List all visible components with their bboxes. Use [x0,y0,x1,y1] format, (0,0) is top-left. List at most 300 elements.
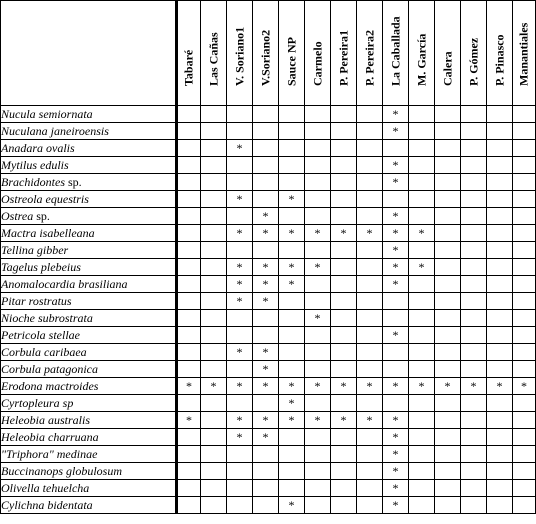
occurrence-cell [331,310,357,327]
occurrence-cell: * [253,361,279,378]
occurrence-cell [357,446,383,463]
occurrence-cell [357,327,383,344]
species-name-text: Tagelus plebeius [1,260,81,274]
species-name [1,497,177,514]
occurrence-cell [357,480,383,497]
species-name [1,259,177,276]
occurrence-cell [487,276,513,293]
species-name [1,361,177,378]
occurrence-cell: * [383,106,409,123]
occurrence-cell [357,140,383,157]
occurrence-cell [201,463,227,480]
occurrence-cell [357,497,383,514]
occurrence-cell [177,140,201,157]
column-header-label: P. Pinasco [492,34,506,86]
occurrence-cell [305,242,331,259]
column-header-label: Calera [440,51,454,86]
species-name [1,293,177,310]
table-body [1,106,536,514]
occurrence-cell [279,463,305,480]
column-header-label: P. Gómez [466,37,480,86]
occurrence-cell [253,157,279,174]
occurrence-cell [177,276,201,293]
occurrence-cell [487,497,513,514]
occurrence-cell [513,446,536,463]
column-header-label: V.Soriano2 [258,29,272,86]
occurrence-cell [513,412,536,429]
occurrence-cell [409,208,435,225]
occurrence-cell [177,361,201,378]
occurrence-cell [435,293,461,310]
species-name [1,412,177,429]
occurrence-cell [331,208,357,225]
occurrence-cell: * [227,293,253,310]
table-row [1,480,536,497]
occurrence-cell [435,463,461,480]
occurrence-cell: * [513,378,536,395]
occurrence-cell [305,140,331,157]
column-header [435,1,461,106]
table-row [1,174,536,191]
column-header-label: Las Cañas [206,32,220,86]
occurrence-cell [461,293,487,310]
occurrence-cell [513,242,536,259]
occurrence-cell [409,106,435,123]
occurrence-cell [435,429,461,446]
occurrence-cell [513,497,536,514]
occurrence-cell [409,140,435,157]
occurrence-cell [279,293,305,310]
occurrence-cell: * [383,276,409,293]
occurrence-cell [227,106,253,123]
occurrence-cell [513,208,536,225]
occurrence-cell: * [279,412,305,429]
table-row [1,446,536,463]
occurrence-cell [383,310,409,327]
occurrence-cell: * [383,446,409,463]
occurrence-cell: * [331,225,357,242]
occurrence-cell [357,463,383,480]
column-header-label: P. Pereira1 [336,30,350,86]
occurrence-cell [279,480,305,497]
occurrence-cell [305,276,331,293]
occurrence-cell [487,361,513,378]
occurrence-cell [201,446,227,463]
species-name [1,310,177,327]
species-name-text: Tellina gibber [1,243,69,257]
occurrence-cell: * [253,276,279,293]
occurrence-cell [383,361,409,378]
occurrence-cell [461,497,487,514]
occurrence-cell [487,225,513,242]
occurrence-cell [177,293,201,310]
occurrence-cell [177,106,201,123]
species-name [1,446,177,463]
occurrence-cell [227,310,253,327]
occurrence-cell [487,480,513,497]
occurrence-cell [279,208,305,225]
occurrence-cell [227,174,253,191]
occurrence-cell [435,242,461,259]
species-name [1,191,177,208]
table-row [1,344,536,361]
table-row [1,293,536,310]
occurrence-cell [227,327,253,344]
occurrence-cell [177,157,201,174]
occurrence-cell [201,310,227,327]
table-row [1,361,536,378]
occurrence-cell [331,480,357,497]
occurrence-cell [461,463,487,480]
occurrence-cell [357,174,383,191]
occurrence-cell [177,208,201,225]
occurrence-cell [201,497,227,514]
occurrence-cell [435,480,461,497]
occurrence-cell [227,208,253,225]
occurrence-cell [409,123,435,140]
occurrence-cell [435,446,461,463]
occurrence-cell [487,242,513,259]
occurrence-cell [409,344,435,361]
occurrence-cell [331,395,357,412]
occurrence-cell [305,106,331,123]
occurrence-cell [435,140,461,157]
occurrence-cell: * [227,378,253,395]
occurrence-cell [177,259,201,276]
occurrence-cell [253,463,279,480]
species-name-text: Anadara ovalis [1,141,75,155]
occurrence-cell [201,480,227,497]
occurrence-cell [227,463,253,480]
species-name-text: Mytilus edulis [1,158,69,172]
occurrence-cell [461,208,487,225]
table-row [1,378,536,395]
occurrence-cell [435,123,461,140]
occurrence-cell [487,157,513,174]
occurrence-cell [461,446,487,463]
occurrence-cell [357,157,383,174]
species-name-text: Nuculana janeiroensis [1,124,109,138]
occurrence-cell [513,191,536,208]
occurrence-cell [409,174,435,191]
header-row [1,1,536,106]
occurrence-cell: * [383,429,409,446]
occurrence-cell [177,310,201,327]
occurrence-cell [279,310,305,327]
occurrence-cell [201,174,227,191]
column-header [305,1,331,106]
occurrence-cell: * [227,225,253,242]
occurrence-cell [305,191,331,208]
occurrence-cell [357,310,383,327]
species-name [1,429,177,446]
occurrence-cell [513,310,536,327]
occurrence-cell [305,429,331,446]
occurrence-cell [331,463,357,480]
occurrence-cell [409,429,435,446]
occurrence-cell [435,327,461,344]
occurrence-cell: * [253,293,279,310]
occurrence-cell [305,157,331,174]
occurrence-cell [279,106,305,123]
occurrence-cell [177,123,201,140]
occurrence-cell [357,191,383,208]
occurrence-cell [435,208,461,225]
occurrence-cell [279,242,305,259]
occurrence-cell [513,106,536,123]
occurrence-cell: * [279,191,305,208]
occurrence-cell: * [383,157,409,174]
occurrence-cell [357,106,383,123]
table-row [1,429,536,446]
occurrence-cell [383,293,409,310]
column-header [201,1,227,106]
occurrence-cell [435,497,461,514]
occurrence-cell [435,157,461,174]
occurrence-cell [305,497,331,514]
species-name-text: Petricola stellae [1,328,80,342]
column-header [487,1,513,106]
occurrence-cell [279,174,305,191]
occurrence-cell [435,106,461,123]
occurrence-cell: * [383,242,409,259]
occurrence-cell [487,310,513,327]
occurrence-cell [331,259,357,276]
occurrence-cell [487,463,513,480]
occurrence-cell [177,344,201,361]
occurrence-cell [435,412,461,429]
occurrence-cell [409,327,435,344]
species-name-text: Cyrtopleura sp [1,396,74,410]
occurrence-cell [383,395,409,412]
occurrence-cell: * [227,276,253,293]
occurrence-cell [201,259,227,276]
occurrence-cell [513,429,536,446]
occurrence-cell: * [409,378,435,395]
occurrence-cell: * [409,225,435,242]
species-name [1,395,177,412]
occurrence-cell: * [279,259,305,276]
occurrence-cell: * [227,412,253,429]
occurrence-cell [435,174,461,191]
species-name-text: Olivella tehuelcha [1,481,90,495]
species-name-text: Ostrea [1,209,34,223]
occurrence-cell [435,361,461,378]
occurrence-cell [461,106,487,123]
species-name-text: Heleobia charruana [1,430,99,444]
occurrence-cell [201,106,227,123]
table-row [1,106,536,123]
species-name-text: Pitar rostratus [1,294,72,308]
occurrence-cell [331,242,357,259]
occurrence-cell: * [383,174,409,191]
occurrence-cell [305,327,331,344]
occurrence-cell [461,361,487,378]
occurrence-cell [435,191,461,208]
occurrence-cell [177,225,201,242]
occurrence-cell [409,446,435,463]
occurrence-cell [279,446,305,463]
occurrence-cell [201,191,227,208]
occurrence-cell [177,242,201,259]
species-name [1,106,177,123]
occurrence-cell: * [177,378,201,395]
occurrence-cell [409,412,435,429]
occurrence-cell [253,191,279,208]
species-name-suffix: sp. [33,209,50,223]
occurrence-cell [305,446,331,463]
occurrence-cell [279,429,305,446]
occurrence-cell [201,344,227,361]
occurrence-cell [331,191,357,208]
occurrence-cell: * [383,412,409,429]
occurrence-cell [331,174,357,191]
table-row [1,208,536,225]
occurrence-cell [201,412,227,429]
occurrence-cell: * [227,140,253,157]
occurrence-cell [331,429,357,446]
occurrence-cell [201,276,227,293]
occurrence-cell [435,395,461,412]
occurrence-cell [331,446,357,463]
column-header-label: La Caballada [388,16,402,86]
occurrence-cell: * [253,225,279,242]
occurrence-cell [461,191,487,208]
occurrence-cell [461,327,487,344]
occurrence-cell: * [305,225,331,242]
table-row [1,191,536,208]
occurrence-cell [487,395,513,412]
table-row [1,497,536,514]
occurrence-cell [177,327,201,344]
occurrence-cell: * [227,191,253,208]
column-header-label: P. Pereira2 [362,30,376,86]
occurrence-cell [435,276,461,293]
species-name [1,140,177,157]
occurrence-cell [487,344,513,361]
occurrence-cell: * [435,378,461,395]
occurrence-cell [253,106,279,123]
occurrence-cell [513,174,536,191]
table-row [1,225,536,242]
occurrence-cell [227,361,253,378]
occurrence-cell [331,157,357,174]
occurrence-cell: * [383,480,409,497]
occurrence-cell [383,191,409,208]
occurrence-cell [513,344,536,361]
occurrence-cell [357,361,383,378]
species-name-text: Anomalocardia brasiliana [1,277,128,291]
occurrence-cell [513,361,536,378]
table-row [1,276,536,293]
column-header-label: Carmelo [310,41,324,86]
occurrence-cell [513,123,536,140]
occurrence-cell: * [253,412,279,429]
column-header-label: V. Soriano1 [232,26,246,86]
occurrence-cell [201,208,227,225]
occurrence-cell [201,140,227,157]
occurrence-cell: * [253,208,279,225]
occurrence-cell [305,344,331,361]
occurrence-cell [253,242,279,259]
occurrence-cell [331,344,357,361]
occurrence-cell [177,480,201,497]
occurrence-cell [331,106,357,123]
occurrence-cell: * [331,412,357,429]
occurrence-cell [305,463,331,480]
species-name-text: Nioche subrostrata [1,311,93,325]
column-header [331,1,357,106]
occurrence-cell: * [331,378,357,395]
occurrence-cell [331,327,357,344]
occurrence-cell [409,276,435,293]
occurrence-cell [409,157,435,174]
occurrence-cell: * [357,412,383,429]
occurrence-cell [227,497,253,514]
occurrence-cell [279,344,305,361]
occurrence-cell [253,310,279,327]
species-name [1,276,177,293]
species-name [1,208,177,225]
occurrence-cell [461,344,487,361]
occurrence-cell: * [357,225,383,242]
occurrence-cell [461,412,487,429]
occurrence-cell [177,191,201,208]
occurrence-cell [253,174,279,191]
occurrence-cell [487,123,513,140]
occurrence-cell [461,174,487,191]
species-name [1,242,177,259]
occurrence-cell [461,225,487,242]
occurrence-cell [409,191,435,208]
species-name-text: Ostreola equestris [1,192,89,206]
occurrence-cell: * [383,327,409,344]
column-header [461,1,487,106]
occurrence-cell [331,497,357,514]
species-name-text: "Triphora" medinae [1,447,98,461]
table-row [1,310,536,327]
occurrence-cell [357,123,383,140]
occurrence-cell [487,293,513,310]
occurrence-cell [177,174,201,191]
occurrence-cell [331,293,357,310]
occurrence-cell [201,225,227,242]
occurrence-cell [357,395,383,412]
occurrence-cell: * [227,344,253,361]
occurrence-cell [331,140,357,157]
occurrence-cell [253,497,279,514]
table-row [1,123,536,140]
occurrence-cell [513,225,536,242]
occurrence-cell [279,361,305,378]
occurrence-cell [487,208,513,225]
occurrence-cell: * [279,276,305,293]
occurrence-cell [513,276,536,293]
table-row [1,463,536,480]
occurrence-cell [409,463,435,480]
occurrence-cell [331,361,357,378]
occurrence-cell [305,293,331,310]
species-name-text: Cylichna bidentata [1,498,93,512]
species-name [1,157,177,174]
species-name-text: Nucula semiornata [1,107,93,121]
occurrence-cell [487,140,513,157]
occurrence-cell [177,463,201,480]
occurrence-cell [513,327,536,344]
occurrence-cell [177,446,201,463]
occurrence-cell: * [383,259,409,276]
occurrence-cell [409,293,435,310]
